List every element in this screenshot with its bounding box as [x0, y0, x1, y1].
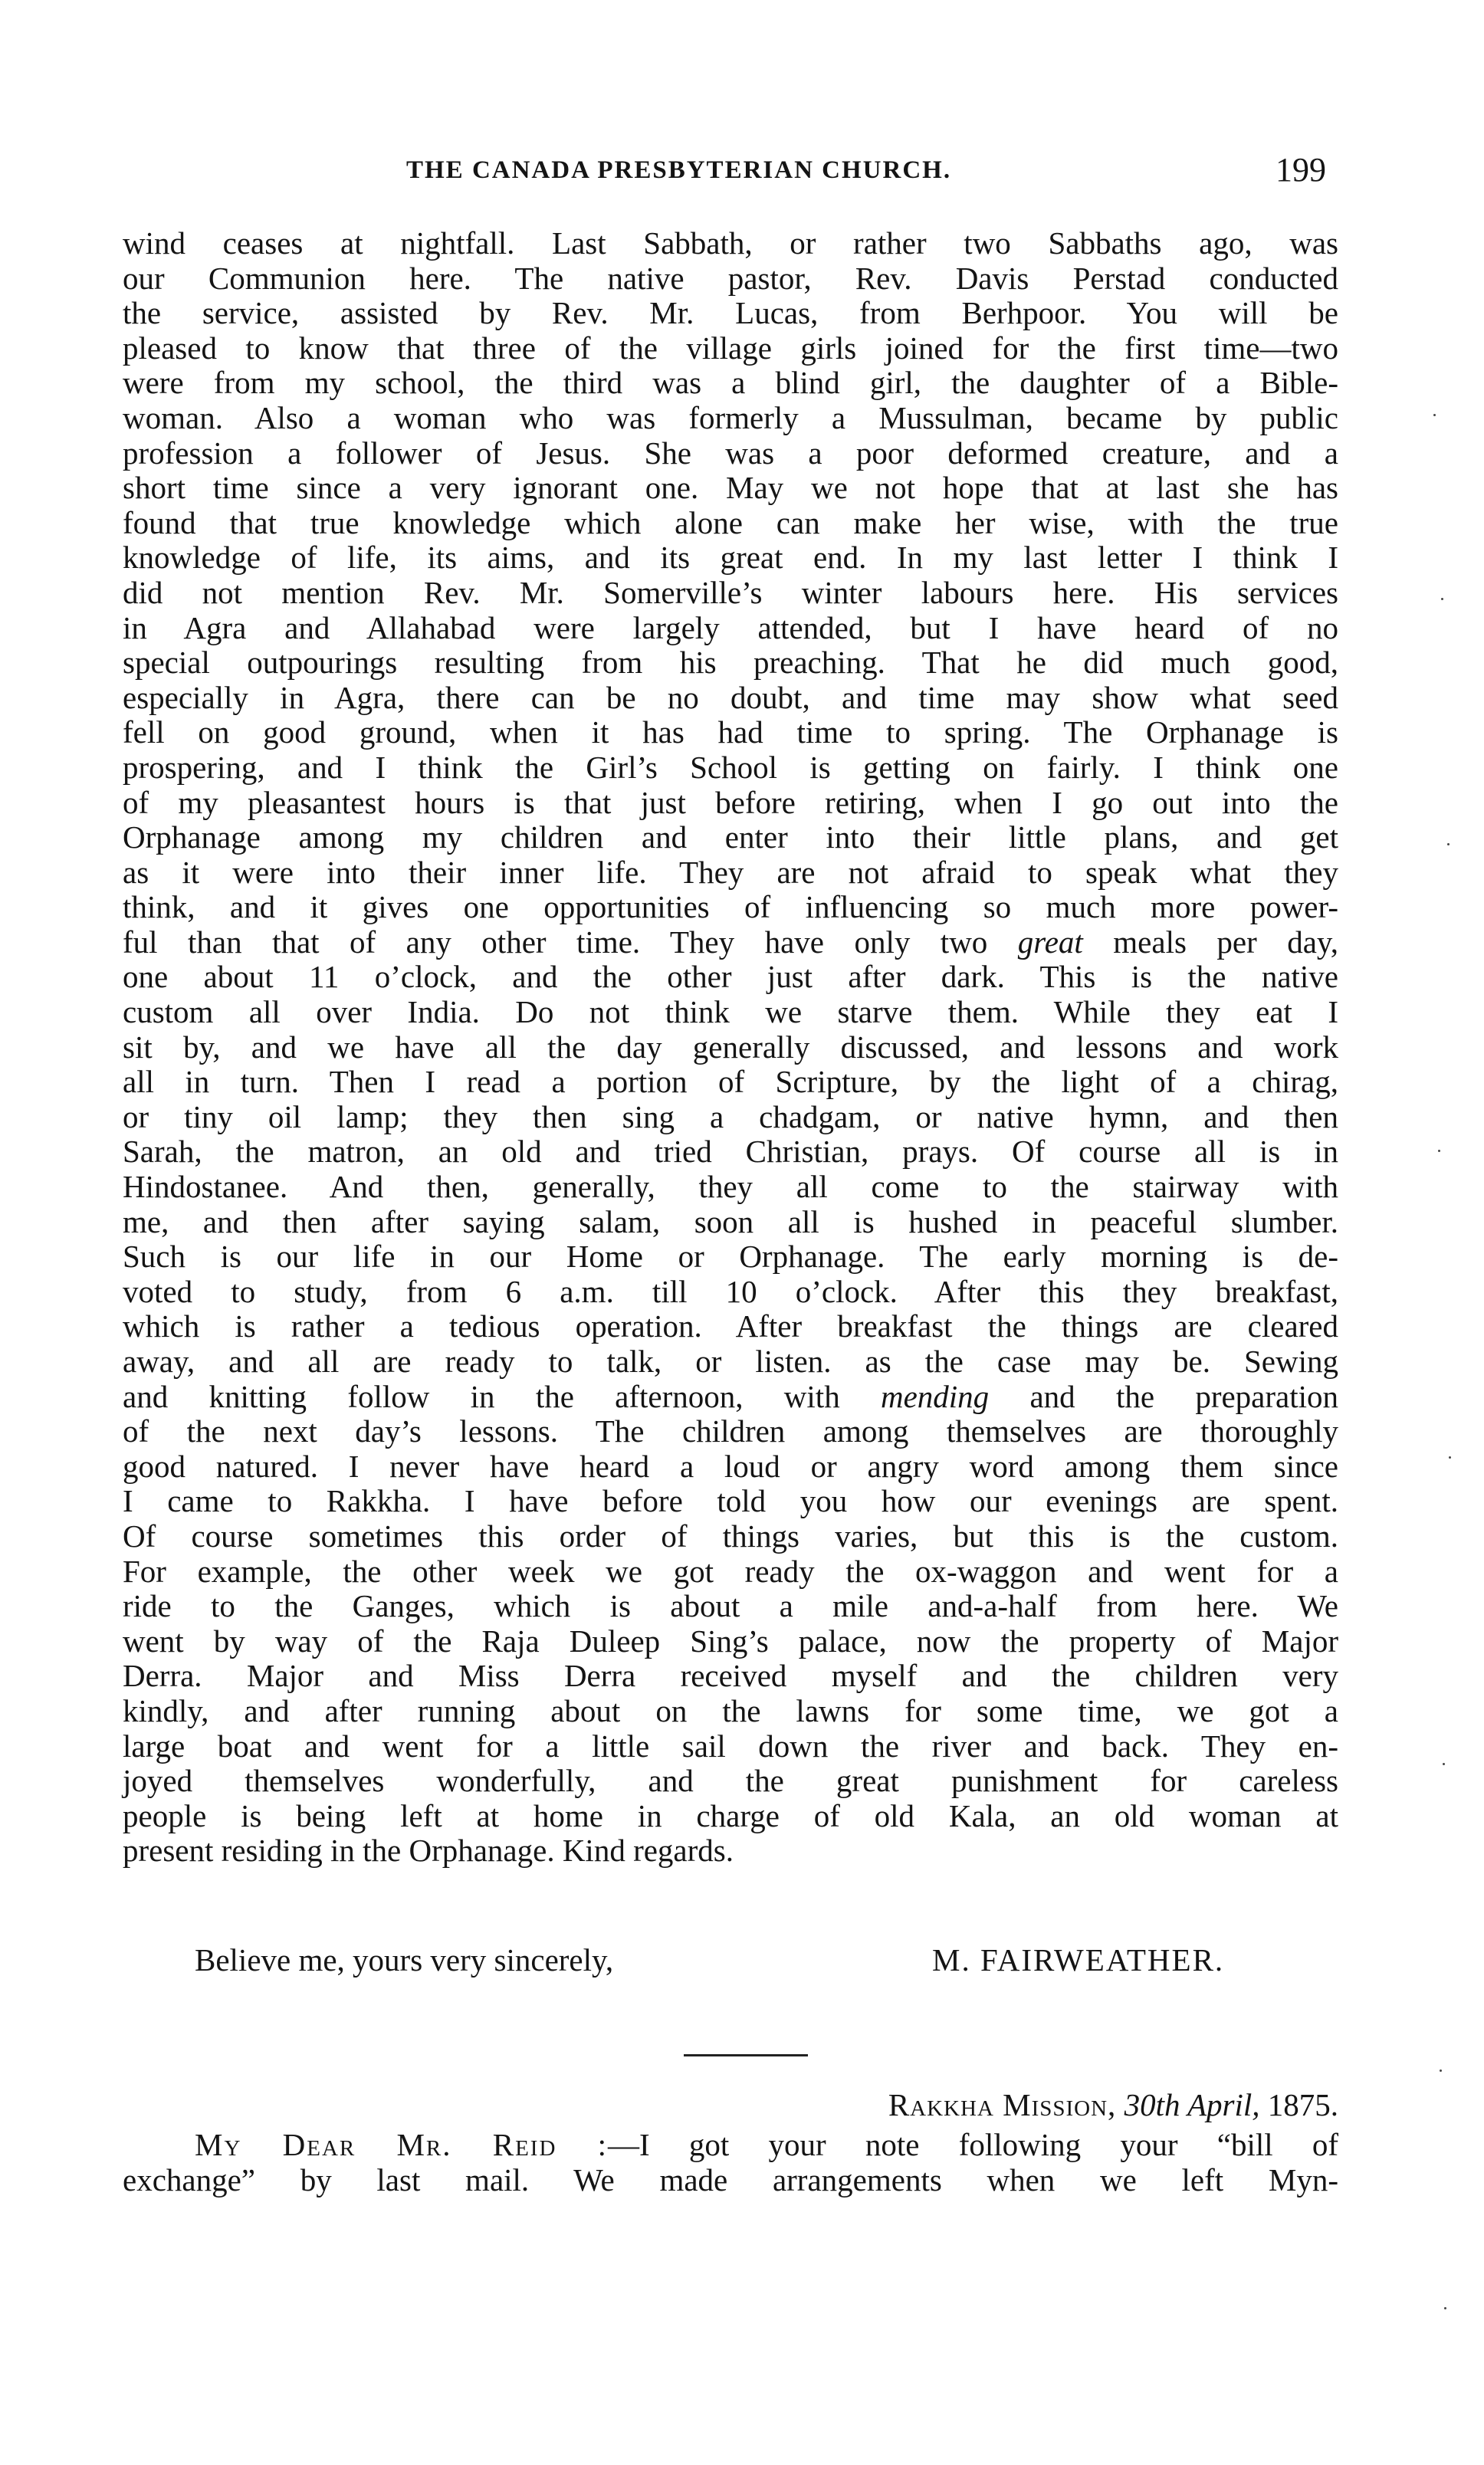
body-line: were from my school, the third was a blind girl, the daughter of a Bible-	[123, 365, 1338, 401]
body-line: Derra. Major and Miss Derra received myself and the children very	[123, 1658, 1338, 1694]
body-line: good natured. I never have heard a loud or angry word among them since	[123, 1448, 1338, 1484]
body-line: ride to the Ganges, which is about a mile and-a-half from here. We	[123, 1588, 1338, 1624]
page-header	[406, 150, 1326, 196]
body-line: ful than that of any other time. They have only two great meals per day,	[123, 924, 1338, 960]
body-line: For example, the other week we got ready the ox-waggon and went for a	[123, 1553, 1338, 1589]
dateline	[888, 2086, 1338, 2123]
body-line: I came to Rakkha. I have before told you how our evenings are spent.	[123, 1483, 1338, 1519]
body-line: think, and it gives one opportunities of influencing so much more power-	[123, 889, 1338, 925]
body-line: special outpourings resulting from his preaching. That he did much good,	[123, 645, 1338, 681]
body-line: away, and all are ready to talk, or listen. as the case may be. Sewing	[123, 1344, 1338, 1379]
body-line: voted to study, from 6 a.m. till 10 o’clock. After this they breakfast,	[123, 1273, 1338, 1309]
dateline-year: 1875.	[1267, 2087, 1338, 2122]
opening-line-1-text: —I got your note following your “bill of	[608, 2127, 1338, 2162]
scan-speck	[1433, 414, 1436, 416]
body-line: woman. Also a woman who was formerly a Mussulman, became by public	[123, 399, 1338, 435]
body-line: in Agra and Allahabad were largely attended, but I have heard of no	[123, 609, 1338, 645]
opening-line-2: exchange” by last mail. We made arrangements when we left Myn-	[123, 2161, 1338, 2197]
scan-speck	[1441, 598, 1443, 600]
scan-speck	[1440, 2069, 1442, 2072]
body-line: short time since a very ignorant one. May we not hope that at last she has	[123, 470, 1338, 506]
body-line: of the next day’s lessons. The children among themselves are thoroughly	[123, 1413, 1338, 1449]
scan-speck	[1443, 1763, 1445, 1765]
body-line: our Communion here. The native pastor, Rev. Davis Perstad conducted	[123, 260, 1338, 296]
second-letter-opening	[123, 2128, 1338, 2197]
closing-phrase: Believe me, yours very sincerely,	[195, 1942, 614, 1978]
body-line: wind ceases at nightfall. Last Sabbath, or rather two Sabbaths ago, was	[123, 225, 1338, 261]
body-line: profession a follower of Jesus. She was a poor deformed creature, and a	[123, 435, 1338, 471]
body-line: people is being left at home in charge of old Kala, an old woman at	[123, 1797, 1338, 1833]
scan-speck	[1438, 1150, 1440, 1152]
body-line: kindly, and after running about on the lawns for some time, we got a	[123, 1692, 1338, 1728]
body-line: the service, assisted by Rev. Mr. Lucas, from Berhpoor. You will be	[123, 295, 1338, 331]
letter-signoff	[123, 1941, 1338, 1980]
running-head: THE CANADA PRESBYTERIAN CHURCH.	[406, 156, 952, 184]
salutation: My Dear Mr. Reid :	[195, 2127, 609, 2162]
body-line: Of course sometimes this order of things varies, but this is the custom.	[123, 1518, 1338, 1554]
body-line: and knitting follow in the afternoon, with mending and the preparation	[123, 1378, 1338, 1414]
body-line: of my pleasantest hours is that just before retiring, when I go out into the	[123, 784, 1338, 820]
emphasis: mending	[880, 1378, 990, 1414]
dateline-date: 30th April,	[1124, 2087, 1260, 2122]
scan-speck	[1447, 843, 1450, 845]
body-line: especially in Agra, there can be no doubt, and time may show what seed	[123, 679, 1338, 715]
page-number: 199	[1276, 151, 1326, 189]
dateline-place: Rakkha Mission,	[888, 2087, 1117, 2122]
body-line: joyed themselves wonderfully, and the great punishment for careless	[123, 1763, 1338, 1799]
letter-body	[123, 226, 1338, 1869]
emphasis: great	[1017, 924, 1083, 960]
body-line: found that true knowledge which alone can make her wise, with the true	[123, 504, 1338, 540]
body-line: Orphanage among my children and enter into their little plans, and get	[123, 819, 1338, 855]
body-line: or tiny oil lamp; they then sing a chadgam, or native hymn, and then	[123, 1098, 1338, 1134]
body-line: as it were into their inner life. They are not afraid to speak what they	[123, 854, 1338, 890]
body-line: large boat and went for a little sail down the river and back. They en-	[123, 1728, 1338, 1764]
signature: M. FAIRWEATHER.	[932, 1942, 1225, 1978]
body-line: custom all over India. Do not think we starve them. While they eat I	[123, 994, 1338, 1030]
body-line: did not mention Rev. Mr. Somerville’s winter labours here. His services	[123, 574, 1338, 610]
scan-speck	[1444, 2307, 1446, 2309]
body-line: which is rather a tedious operation. After breakfast the things are cleared	[123, 1308, 1338, 1344]
body-line: sit by, and we have all the day generally discussed, and lessons and work	[123, 1029, 1338, 1065]
body-line: Such is our life in our Home or Orphanage. The early morning is de-	[123, 1239, 1338, 1275]
body-line: Sarah, the matron, an old and tried Christian, prays. Of course all is in	[123, 1134, 1338, 1170]
body-line: went by way of the Raja Duleep Sing’s palace, now the property of Major	[123, 1623, 1338, 1659]
body-line: present residing in the Orphanage. Kind regards.	[123, 1833, 734, 1869]
body-line: prospering, and I think the Girl’s School is getting on fairly. I think one	[123, 749, 1338, 785]
body-line: fell on good ground, when it has had time to spring. The Orphanage is	[123, 714, 1338, 750]
scan-speck	[1449, 1456, 1451, 1459]
body-line: me, and then after saying salam, soon all is hushed in peaceful slumber.	[123, 1203, 1338, 1239]
opening-line-1	[123, 2128, 1338, 2163]
body-line: one about 11 o’clock, and the other just after dark. This is the native	[123, 959, 1338, 995]
section-divider	[684, 2054, 808, 2056]
body-line: Hindostanee. And then, generally, they all come to the stairway with	[123, 1169, 1338, 1205]
body-line: knowledge of life, its aims, and its great end. In my last letter I think I	[123, 540, 1338, 576]
body-line: all in turn. Then I read a portion of Scripture, by the light of a chirag,	[123, 1064, 1338, 1100]
body-line: pleased to know that three of the village girls joined for the first time—two	[123, 330, 1338, 366]
